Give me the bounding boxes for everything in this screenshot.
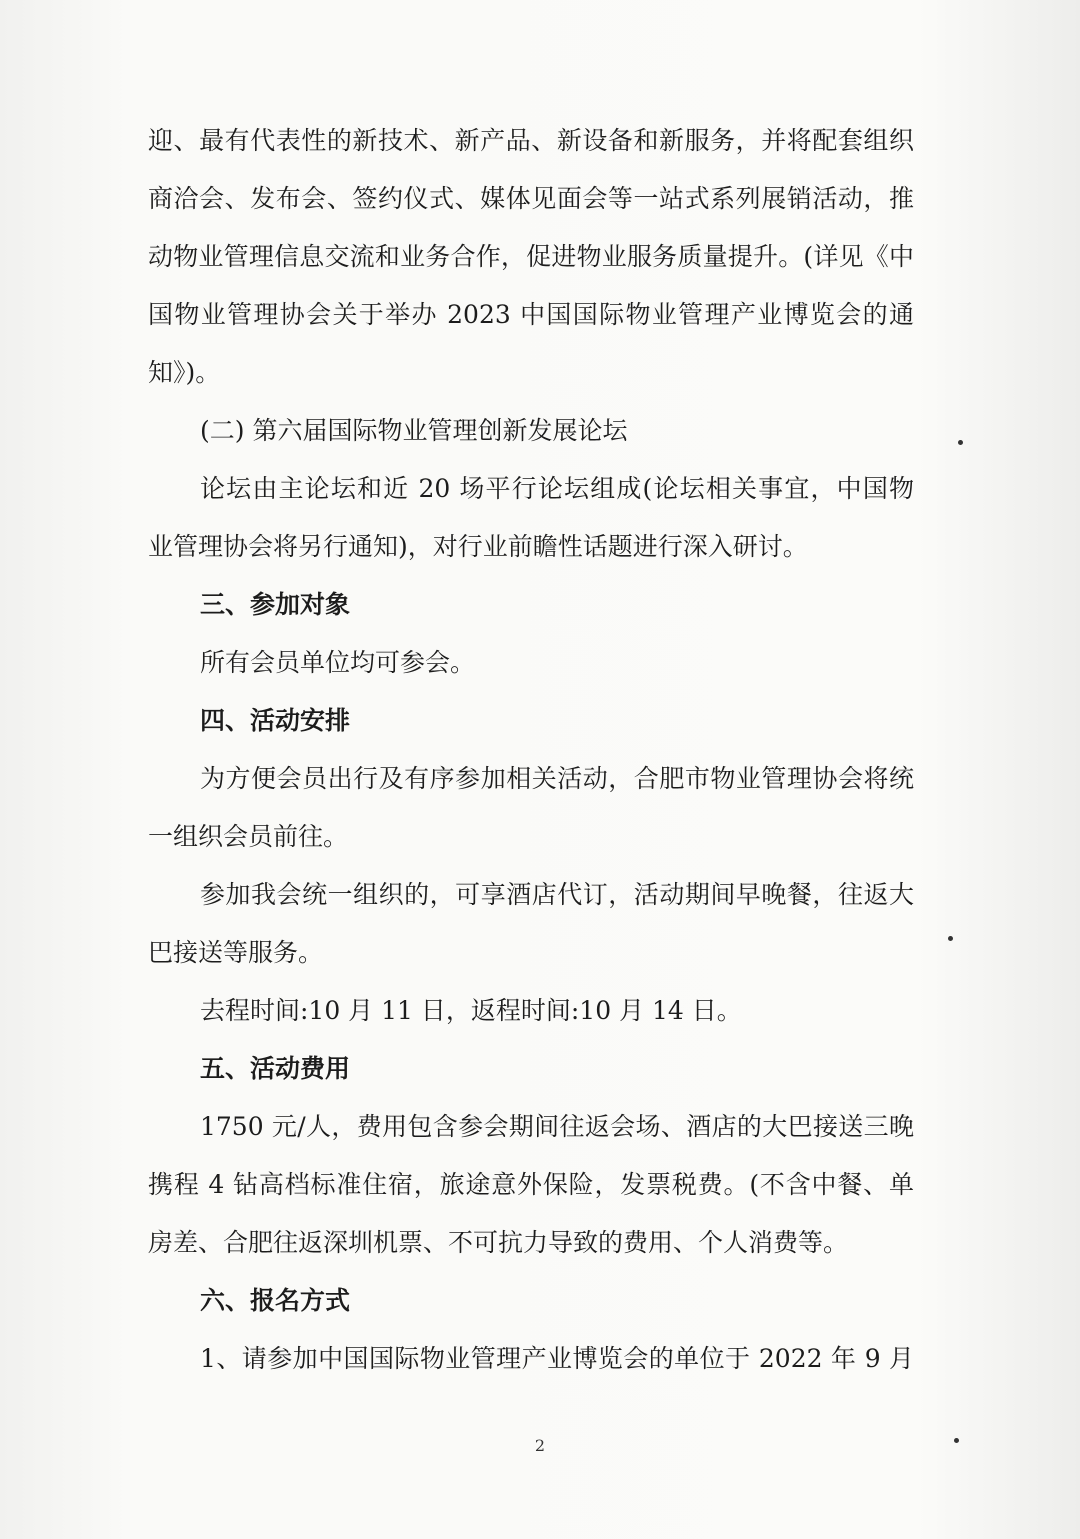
section-heading: 三、参加对象: [200, 590, 351, 619]
paragraph-line: 国物业管理协会关于举办 2023 中国国际物业管理产业博览会的通: [148, 300, 914, 329]
scan-speck: [948, 936, 953, 941]
paragraph-line: 1、请参加中国国际物业管理产业博览会的单位于 2022 年 9 月: [200, 1344, 914, 1373]
section-heading: 四、活动安排: [200, 706, 351, 735]
paragraph-line: 所有会员单位均可参会。: [200, 648, 476, 677]
subsection-heading: (二) 第六届国际物业管理创新发展论坛: [200, 416, 628, 445]
paragraph-line: 业管理协会将另行通知)，对行业前瞻性话题进行深入研讨。: [148, 532, 808, 561]
paragraph-line: 去程时间:10 月 11 日，返程时间:10 月 14 日。: [200, 996, 742, 1025]
paragraph-line: 1750 元/人，费用包含参会期间往返会场、酒店的大巴接送三晚: [200, 1112, 914, 1141]
paragraph-line: 携程 4 钻高档标准住宿，旅途意外保险，发票税费。(不含中餐、单: [148, 1170, 914, 1199]
paragraph-line: 动物业管理信息交流和业务合作，促进物业服务质量提升。(详见《中: [148, 242, 914, 271]
paragraph-line: 一组织会员前往。: [148, 822, 349, 851]
section-heading: 六、报名方式: [200, 1286, 351, 1315]
paragraph-line: 迎、最有代表性的新技术、新产品、新设备和新服务，并将配套组织: [148, 126, 914, 155]
paragraph-line: 论坛由主论坛和近 20 场平行论坛组成(论坛相关事宜，中国物: [200, 474, 914, 503]
paragraph-line: 商洽会、发布会、签约仪式、媒体见面会等一站式系列展销活动，推: [148, 184, 914, 213]
paragraph-line: 房差、合肥往返深圳机票、不可抗力导致的费用、个人消费等。: [148, 1228, 849, 1257]
paragraph-line: 参加我会统一组织的，可享酒店代订，活动期间早晚餐，往返大: [200, 880, 914, 909]
paragraph-line: 巴接送等服务。: [148, 938, 324, 967]
section-heading: 五、活动费用: [200, 1054, 351, 1083]
page-number: 2: [534, 1436, 546, 1455]
scan-speck: [958, 440, 963, 445]
paragraph-line: 为方便会员出行及有序参加相关活动，合肥市物业管理协会将统: [200, 764, 914, 793]
scan-speck: [954, 1438, 959, 1443]
paragraph-line: 知》)。: [148, 358, 221, 387]
document-body: [148, 112, 914, 1388]
